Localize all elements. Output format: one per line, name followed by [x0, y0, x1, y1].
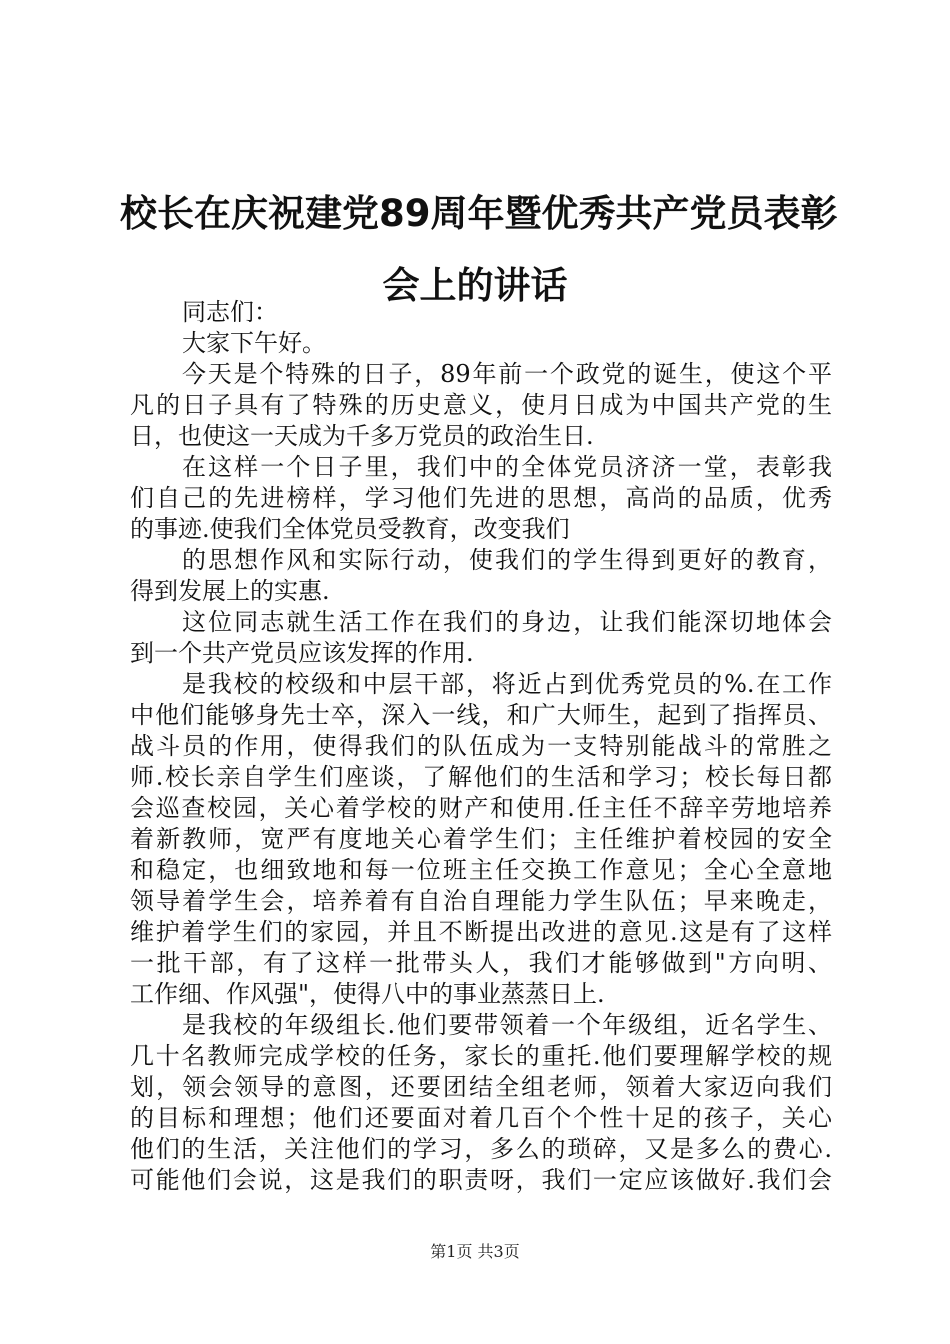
body-text-line: 着新教师，宽严有度地关心着学生们；主任维护着校园的安全 [130, 825, 832, 853]
body-text-line: 维护着学生们的家园，并且不断提出改进的意见.这是有了这样 [130, 918, 832, 946]
body-text-line: 日，也使这一天成为千多万党员的政治生日. [130, 422, 594, 450]
body-text-line: 是我校的校级和中层干部，将近占到优秀党员的%.在工作 [182, 670, 832, 698]
body-text-line: 们自己的先进榜样，学习他们先进的思想，高尚的品质，优秀 [130, 484, 832, 512]
body-text-line: 一批干部，有了这样一批带头人，我们才能够做到"方向明、 [130, 949, 832, 977]
body-text-line: 的思想作风和实际行动，使我们的学生得到更好的教育， [182, 546, 832, 574]
body-text-line: 师.校长亲自学生们座谈，了解他们的生活和学习；校长每日都 [130, 763, 832, 791]
body-text-line: 到一个共产党员应该发挥的作用. [130, 639, 474, 667]
body-text-line: 工作细、作风强"，使得八中的事业蒸蒸日上. [130, 980, 605, 1008]
body-text-line: 领导着学生会，培养着有自治自理能力学生队伍；早来晚走， [130, 887, 832, 915]
body-text-line: 他们的生活，关注他们的学习，多么的琐碎，又是多么的费心. [130, 1135, 832, 1163]
body-text-line: 的目标和理想；他们还要面对着几百个个性十足的孩子，关心 [130, 1104, 832, 1132]
page-footer: 第1页 共3页 [430, 1242, 520, 1261]
body-text-line: 划，领会领导的意图，还要团结全组老师，领着大家迈向我们 [130, 1073, 832, 1101]
body-text-line: 凡的日子具有了特殊的历史意义，使月日成为中国共产党的生 [130, 391, 832, 419]
document-body [130, 297, 832, 1196]
body-text-line: 今天是个特殊的日子，89年前一个政党的诞生，使这个平 [182, 360, 832, 388]
body-text-line: 同志们： [182, 298, 278, 326]
body-text-line: 这位同志就生活工作在我们的身边，让我们能深切地体会 [182, 608, 832, 636]
body-text-line: 得到发展上的实惠. [130, 577, 330, 605]
body-text-line: 会巡查校园，关心着学校的财产和使用.任主任不辞辛劳地培养 [130, 794, 832, 822]
body-text-line: 的事迹.使我们全体党员受教育，改变我们 [130, 515, 570, 543]
body-text-line: 在这样一个日子里，我们中的全体党员济济一堂，表彰我 [182, 453, 832, 481]
body-text-line: 几十名教师完成学校的任务，家长的重托.他们要理解学校的规 [130, 1042, 832, 1070]
body-text-line: 可能他们会说，这是我们的职责呀，我们一定应该做好.我们会 [130, 1166, 832, 1194]
body-text-line: 是我校的年级组长.他们要带领着一个年级组，近名学生、 [182, 1011, 832, 1039]
body-text-line: 大家下午好。 [182, 329, 326, 357]
body-text-line: 和稳定，也细致地和每一位班主任交换工作意见；全心全意地 [130, 856, 832, 884]
title-line-1: 校长在庆祝建党89周年暨优秀共产党员表彰 [120, 192, 838, 235]
title-line-2: 会上的讲话 [382, 264, 568, 307]
body-text-line: 战斗员的作用，使得我们的队伍成为一支特别能战斗的常胜之 [130, 732, 832, 760]
body-text-line: 中他们能够身先士卒，深入一线，和广大师生，起到了指挥员、 [130, 701, 832, 729]
